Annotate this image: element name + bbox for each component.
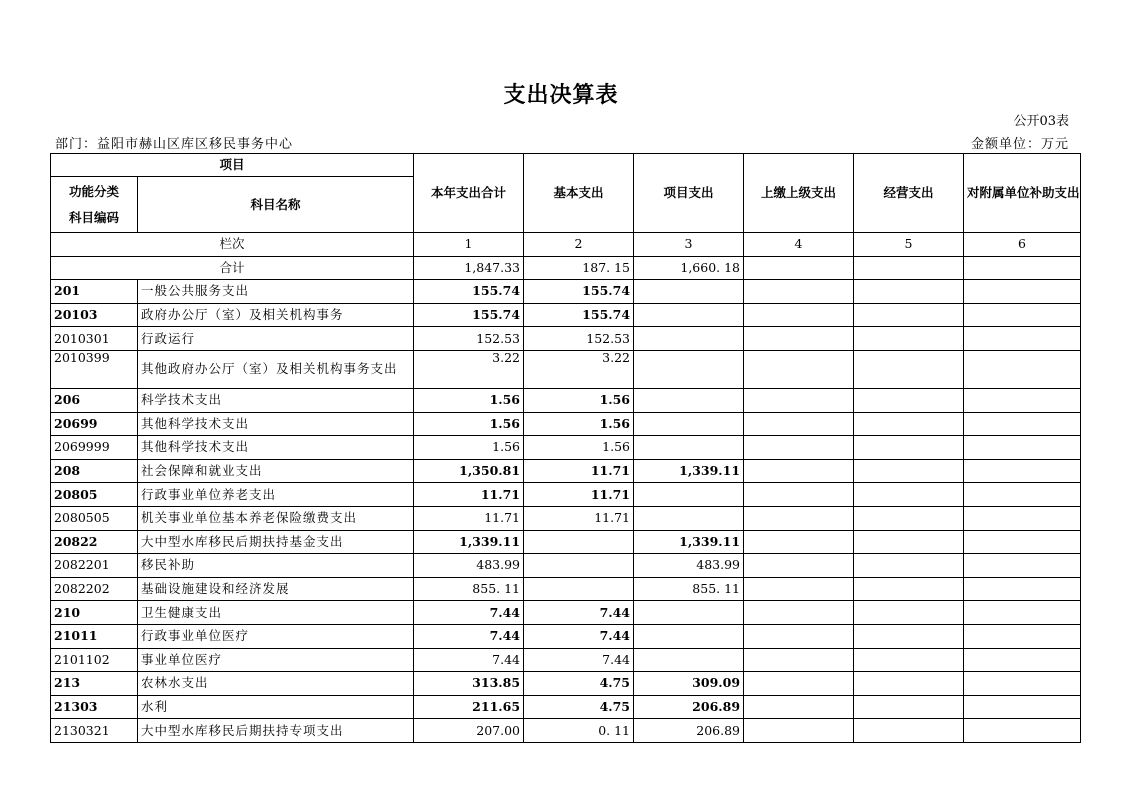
column-number-5: 5 [854,233,964,257]
total-cell: 155.74 [414,280,524,304]
subsidy-cell [964,412,1081,436]
subject-code-cell: 20805 [51,483,138,507]
table-row [51,388,1081,412]
project-cell: 1,339.11 [634,530,744,554]
total-row-label: 合计 [51,256,414,280]
table-row [51,459,1081,483]
business-cell [854,624,964,648]
table-row [51,672,1081,696]
subject-code-cell: 21011 [51,624,138,648]
upper-cell [744,388,854,412]
total-cell: 155.74 [414,303,524,327]
basic-cell [524,554,634,578]
subject-code-cell: 2069999 [51,436,138,460]
amount-unit-label: 金额单位：万元 [970,137,1069,152]
business-cell [854,459,964,483]
table-row [51,483,1081,507]
total-row-business [854,256,964,280]
basic-cell: 11.71 [524,483,634,507]
project-cell [634,388,744,412]
subject-name-cell: 卫生健康支出 [138,601,414,625]
total-row-basic: 187. 15 [524,256,634,280]
total-cell: 152.53 [414,327,524,351]
project-cell [634,280,744,304]
row-index-label: 栏次 [51,233,414,257]
basic-cell: 3.22 [524,350,634,388]
total-cell: 1,339.11 [414,530,524,554]
total-cell: 3.22 [414,350,524,388]
page-title: 支出决算表 [503,83,619,108]
subsidy-cell [964,483,1081,507]
total-cell: 7.44 [414,648,524,672]
subject-name-cell: 大中型水库移民后期扶持专项支出 [138,719,414,743]
subject-code-cell: 20699 [51,412,138,436]
subject-code-cell: 213 [51,672,138,696]
subsidy-cell [964,719,1081,743]
upper-cell [744,436,854,460]
subsidy-cell [964,280,1081,304]
project-cell: 855. 11 [634,577,744,601]
total-cell: 7.44 [414,601,524,625]
business-cell [854,719,964,743]
upper-cell [744,530,854,554]
upper-cell [744,327,854,351]
total-cell: 313.85 [414,672,524,696]
business-cell [854,695,964,719]
business-cell [854,303,964,327]
project-cell: 206.89 [634,719,744,743]
table-row [51,303,1081,327]
business-cell [854,577,964,601]
total-cell: 483.99 [414,554,524,578]
subject-code-cell: 20103 [51,303,138,327]
subject-name-cell: 其他政府办公厅（室）及相关机构事务支出 [138,350,414,388]
header-func-class [51,177,138,233]
header-subject-code-label: 科目编码 [68,209,119,225]
basic-cell: 1.56 [524,388,634,412]
project-cell [634,601,744,625]
business-cell [854,350,964,388]
subsidy-cell [964,436,1081,460]
upper-cell [744,483,854,507]
subsidy-cell [964,303,1081,327]
subject-name-cell: 大中型水库移民后期扶持基金支出 [138,530,414,554]
total-cell: 1,350.81 [414,459,524,483]
subject-name-cell: 农林水支出 [138,672,414,696]
project-cell: 309.09 [634,672,744,696]
subject-name-cell: 社会保障和就业支出 [138,459,414,483]
subject-code-cell: 2082201 [51,554,138,578]
total-cell: 855. 11 [414,577,524,601]
total-cell: 11.71 [414,483,524,507]
column-number-6: 6 [964,233,1081,257]
business-cell [854,327,964,351]
upper-cell [744,459,854,483]
column-number-1: 1 [414,233,524,257]
project-cell [634,648,744,672]
table-row [51,506,1081,530]
basic-cell: 11.71 [524,459,634,483]
business-cell [854,280,964,304]
basic-cell: 155.74 [524,280,634,304]
subsidy-cell [964,388,1081,412]
upper-cell [744,577,854,601]
project-cell [634,350,744,388]
basic-cell: 4.75 [524,672,634,696]
header-subject-name: 科目名称 [138,177,414,233]
basic-cell: 11.71 [524,506,634,530]
total-cell: 7.44 [414,624,524,648]
subsidy-cell [964,672,1081,696]
subsidy-cell [964,350,1081,388]
subject-code-cell: 206 [51,388,138,412]
project-cell: 1,339.11 [634,459,744,483]
upper-cell [744,672,854,696]
table-row [51,412,1081,436]
column-number-3: 3 [634,233,744,257]
total-row-total: 1,847.33 [414,256,524,280]
table-row [51,601,1081,625]
subject-name-cell: 科学技术支出 [138,388,414,412]
project-cell: 206.89 [634,695,744,719]
upper-cell [744,601,854,625]
column-number-2: 2 [524,233,634,257]
subject-name-cell: 行政事业单位养老支出 [138,483,414,507]
basic-cell: 1.56 [524,436,634,460]
business-cell [854,388,964,412]
business-cell [854,672,964,696]
project-cell [634,483,744,507]
subsidy-cell [964,648,1081,672]
subsidy-cell [964,695,1081,719]
subject-code-cell: 2130321 [51,719,138,743]
table-row [51,436,1081,460]
subject-code-cell: 210 [51,601,138,625]
total-cell: 1.56 [414,412,524,436]
column-number-4: 4 [744,233,854,257]
subject-code-cell: 208 [51,459,138,483]
table-row [51,327,1081,351]
total-cell: 211.65 [414,695,524,719]
basic-cell: 152.53 [524,327,634,351]
subject-code-cell: 2080505 [51,506,138,530]
upper-cell [744,719,854,743]
business-cell [854,436,964,460]
subsidy-cell [964,506,1081,530]
header-item: 项目 [51,154,414,177]
table-row [51,695,1081,719]
total-cell: 1.56 [414,436,524,460]
basic-cell: 7.44 [524,648,634,672]
basic-cell [524,577,634,601]
project-cell [634,327,744,351]
subsidy-cell [964,530,1081,554]
total-cell: 207.00 [414,719,524,743]
table-row [51,530,1081,554]
upper-cell [744,412,854,436]
subject-code-cell: 21303 [51,695,138,719]
subsidy-cell [964,577,1081,601]
subject-name-cell: 机关事业单位基本养老保险缴费支出 [138,506,414,530]
business-cell [854,648,964,672]
business-cell [854,554,964,578]
upper-cell [744,624,854,648]
basic-cell: 1.56 [524,412,634,436]
subject-code-cell: 2010399 [51,350,138,388]
table-row [51,719,1081,743]
upper-cell [744,280,854,304]
total-cell: 11.71 [414,506,524,530]
total-row-upper [744,256,854,280]
header-col-subsidy: 对附属单位补助支出 [964,154,1081,233]
basic-cell: 4.75 [524,695,634,719]
expenditure-table [50,153,1081,743]
table-row [51,554,1081,578]
business-cell [854,483,964,507]
subject-code-cell: 201 [51,280,138,304]
header-col-upper: 上缴上级支出 [744,154,854,233]
subject-code-cell: 20822 [51,530,138,554]
subject-name-cell: 事业单位医疗 [138,648,414,672]
subsidy-cell [964,554,1081,578]
subsidy-cell [964,624,1081,648]
subsidy-cell [964,327,1081,351]
subject-name-cell: 水利 [138,695,414,719]
upper-cell [744,648,854,672]
table-row [51,577,1081,601]
header-col-business: 经营支出 [854,154,964,233]
business-cell [854,530,964,554]
subject-name-cell: 基础设施建设和经济发展 [138,577,414,601]
subject-name-cell: 其他科学技术支出 [138,412,414,436]
upper-cell [744,303,854,327]
header-col-basic: 基本支出 [524,154,634,233]
table-row [51,280,1081,304]
subject-name-cell: 一般公共服务支出 [138,280,414,304]
subject-name-cell: 行政事业单位医疗 [138,624,414,648]
department-label: 部门：益阳市赫山区库区移民事务中心 [55,137,294,152]
project-cell [634,412,744,436]
business-cell [854,506,964,530]
subject-code-cell: 2010301 [51,327,138,351]
subject-code-cell: 2082202 [51,577,138,601]
total-row-subsidy [964,256,1081,280]
subject-name-cell: 行政运行 [138,327,414,351]
project-cell [634,506,744,530]
project-cell [634,436,744,460]
business-cell [854,601,964,625]
subject-name-cell: 移民补助 [138,554,414,578]
table-row [51,350,1081,388]
basic-cell [524,530,634,554]
upper-cell [744,695,854,719]
upper-cell [744,350,854,388]
basic-cell: 155.74 [524,303,634,327]
project-cell [634,624,744,648]
upper-cell [744,554,854,578]
header-col-project: 项目支出 [634,154,744,233]
subject-name-cell: 政府办公厅（室）及相关机构事务 [138,303,414,327]
total-cell: 1.56 [414,388,524,412]
header-func-class-label: 功能分类 [68,183,119,199]
basic-cell: 7.44 [524,624,634,648]
table-row [51,648,1081,672]
subject-name-cell: 其他科学技术支出 [138,436,414,460]
project-cell [634,303,744,327]
upper-cell [744,506,854,530]
business-cell [854,412,964,436]
form-number: 公开03表 [1013,114,1069,129]
basic-cell: 7.44 [524,601,634,625]
subsidy-cell [964,601,1081,625]
header-col-total: 本年支出合计 [414,154,524,233]
subsidy-cell [964,459,1081,483]
total-row-project: 1,660. 18 [634,256,744,280]
project-cell: 483.99 [634,554,744,578]
basic-cell: 0. 11 [524,719,634,743]
subject-code-cell: 2101102 [51,648,138,672]
table-row [51,624,1081,648]
